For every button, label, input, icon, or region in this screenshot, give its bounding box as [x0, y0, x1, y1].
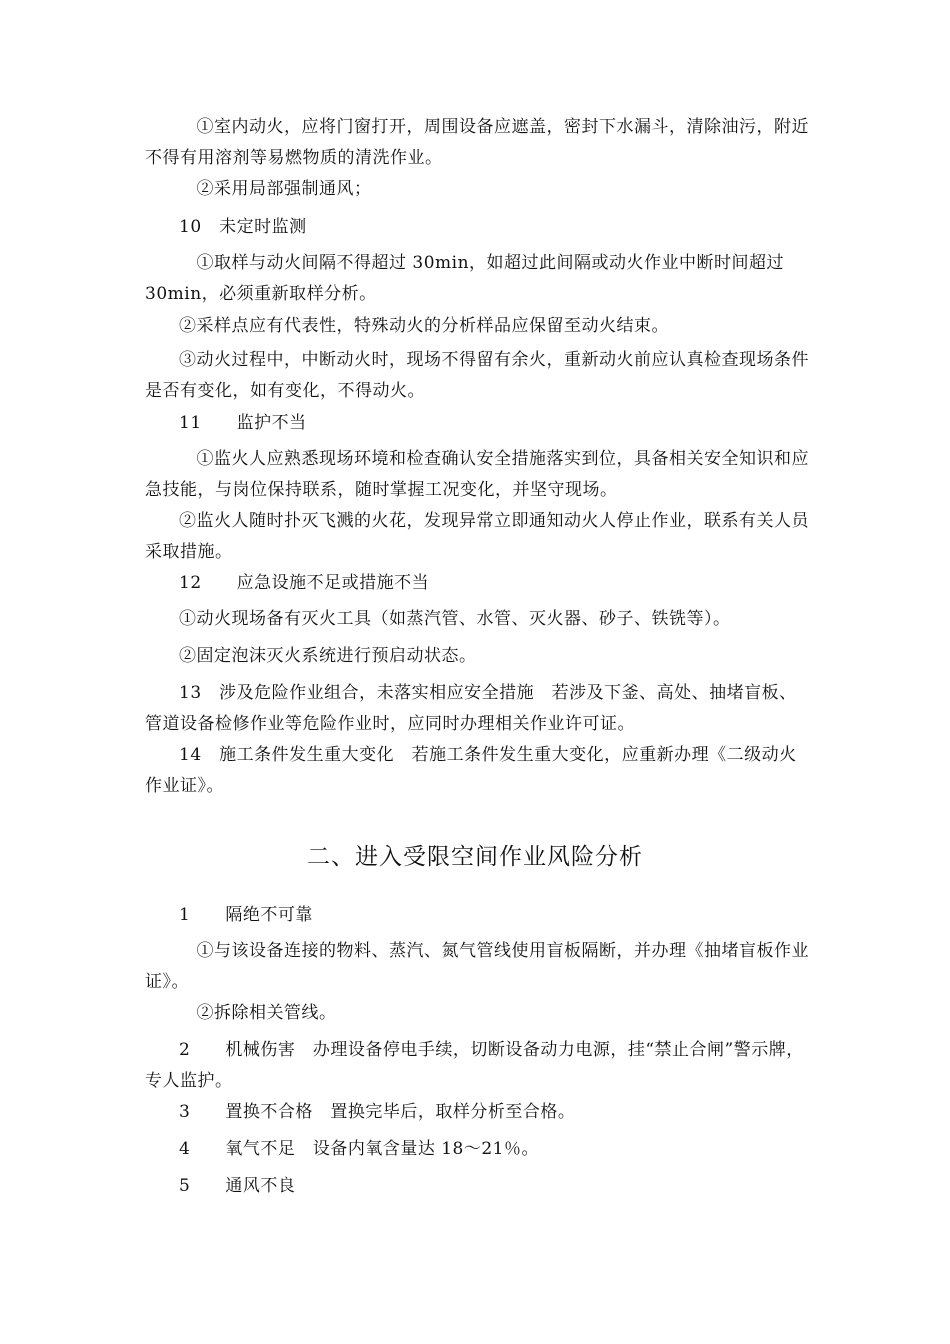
paragraph-oxygen: 4 氧气不足 设备内氧含量达 18～21％。: [179, 1139, 539, 1159]
heading-item-10: 10 未定时监测: [179, 217, 307, 237]
paragraph-interrupted-hot-work: ③动火过程中，中断动火时，现场不得留有余火，重新动火前应认真检查现场条件是否有变化，如有变化，不得动火。: [145, 350, 809, 401]
heading-isolation: 1 隔绝不可靠: [179, 905, 313, 925]
paragraph-forced-ventilation: ②采用局部强制通风；: [179, 179, 372, 199]
heading-item-11: 11 监护不当: [179, 413, 307, 433]
paragraph-foam-system: ②固定泡沫灭火系统进行预启动状态。: [179, 646, 477, 666]
paragraph-fire-watcher-duties: ①监火人应熟悉现场环境和检查确认安全措施落实到位，具备相关安全知识和应急技能，与岗位保持联系，随时掌握工况变化，并坚守现场。: [145, 449, 809, 500]
paragraph-item-13: 13 涉及危险作业组合，未落实相应安全措施 若涉及下釜、高处、抽堵盲板、管道设备检修作业等危险作业时，应同时办理相关作业许可证。: [145, 683, 797, 734]
paragraph-replacement: 3 置换不合格 置换完毕后，取样分析至合格。: [179, 1102, 576, 1122]
paragraph-sampling-point: ②采样点应有代表性，特殊动火的分析样品应保留至动火结束。: [179, 316, 669, 336]
paragraph-mechanical-injury: 2 机械伤害 办理设备停电手续，切断设备动力电源，挂“禁止合闸”警示牌，专人监护。: [145, 1040, 804, 1091]
paragraph-remove-pipelines: ②拆除相关管线。: [179, 1003, 337, 1023]
paragraph-indoor-hot-work: ①室内动火，应将门窗打开，周围设备应遮盖，密封下水漏斗，清除油污，附近不得有用溶剂等易燃物质的清洗作业。: [145, 117, 809, 168]
heading-item-12: 12 应急设施不足或措施不当: [179, 573, 430, 593]
paragraph-fire-watcher-sparks: ②监火人随时扑灭飞溅的火花，发现异常立即通知动火人停止作业，联系有关人员采取措施。: [145, 511, 809, 562]
paragraph-sampling-interval: ①取样与动火间隔不得超过 30min，如超过此间隔或动火作业中断时间超过 30min，必须重新取样分析。: [145, 253, 785, 304]
paragraph-fire-tools: ①动火现场备有灭火工具（如蒸汽管、水管、灭火器、砂子、铁铣等）。: [179, 609, 731, 629]
paragraph-blind-plate: ①与该设备连接的物料、蒸汽、氮气管线使用盲板隔断，并办理《抽堵盲板作业证》。: [145, 941, 809, 992]
paragraph-item-14: 14 施工条件发生重大变化 若施工条件发生重大变化，应重新办理《二级动火作业证》。: [145, 745, 797, 796]
paragraph-ventilation: 5 通风不良: [179, 1176, 296, 1196]
section-title: 二、进入受限空间作业风险分析: [307, 844, 643, 870]
